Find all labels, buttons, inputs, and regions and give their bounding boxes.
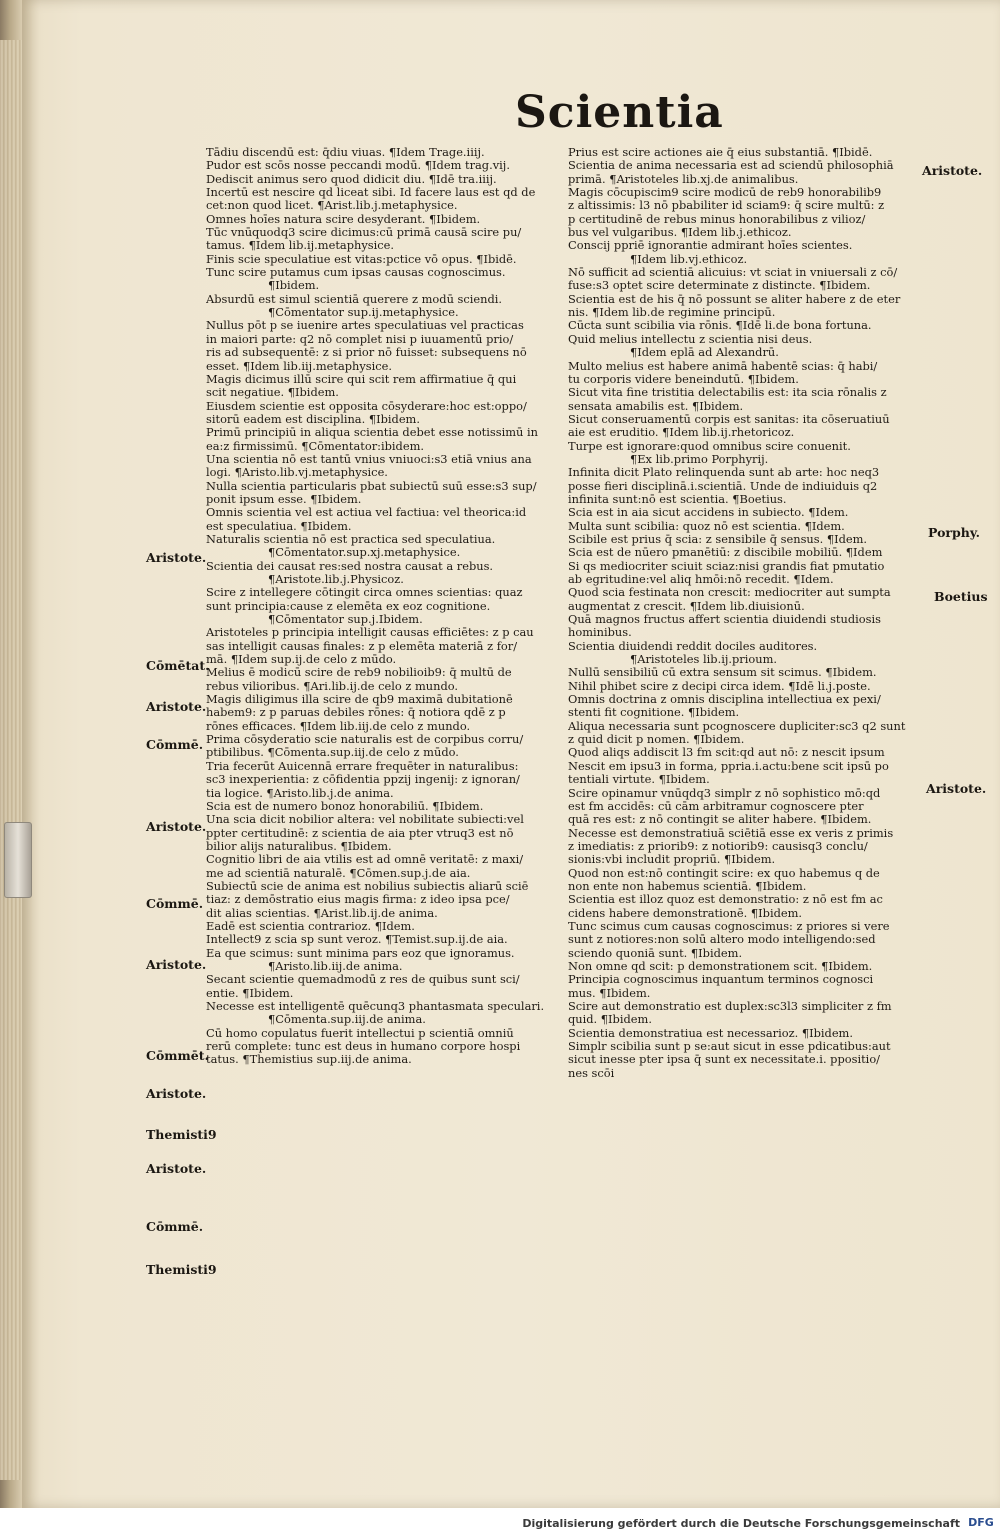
text-line: Quod non est:nō contingit scire: ex quo habemus q de	[568, 866, 880, 880]
text-line: Magis cōcupiscim9 scire modicū de reb9 honorabilib9	[568, 186, 882, 200]
text-line: augmentat z crescit. ¶Idem lib.diuisionū.	[568, 599, 805, 613]
text-line: Scientia dei causat res:sed nostra causat a rebus.	[206, 559, 494, 573]
margin-note: Aristote.	[146, 550, 207, 565]
text-line: Necesse est demonstratiuā sciētiā esse ex veris z primis	[568, 826, 894, 840]
text-line: ¶Idem lib.vj.ethicoz.	[630, 252, 748, 266]
text-line: Tādiu discendū est: q̄diu viuas. ¶Idem Trage.iiij.	[206, 146, 485, 159]
text-line: hominibus.	[568, 626, 632, 640]
text-line: Cū homo copulatus fuerit intellectui p scientiā omniū	[206, 1026, 514, 1040]
text-line: esset. ¶Idem lib.iij.metaphysice.	[206, 359, 393, 373]
text-line: entie. ¶Ibidem.	[206, 986, 294, 1000]
text-line: Cognitio libri de aia vtilis est ad omnē veritatē: z maxi/	[206, 853, 524, 867]
text-line: Una scientia nō est tantū vnius vniuoci:s3 etiā vnius ana	[206, 452, 532, 466]
text-line: rerū complete: tunc est deus in humano corpore hospi	[206, 1040, 521, 1054]
text-line: Turpe est ignorare:quod omnibus scire conuenit.	[568, 439, 851, 453]
text-line: Non omne qd scit: p demonstrationem scit. ¶Ibidem.	[568, 959, 873, 973]
text-line: Una scia dicit nobilior altera: vel nobilitate subiecti:vel	[206, 813, 524, 827]
text-line: Quid melius intellectu z scientia nisi deus.	[568, 332, 813, 346]
margin-note: Cōmmē.	[146, 737, 204, 752]
text-line: sas intelligit causas finales: z p elemēta materiā z for/	[206, 639, 518, 653]
text-line: Eiusdem scientie est opposita cōsyderare:hoc est:oppo/	[206, 399, 527, 413]
text-line: ea:z firmissimū. ¶Cōmentator:ibidem.	[206, 439, 425, 453]
text-line: Sicut conseruamentū corpis est sanitas: ita cōseruatiuū	[568, 412, 890, 426]
text-line: Incertū est nescire qd liceat sibi. Id facere laus est qd de	[206, 186, 536, 200]
text-line: ppter certitudinē: z scientia de aia pter vtruq3 est nō	[206, 826, 514, 840]
text-line: z quid dicit p nomen. ¶Ibidem.	[568, 733, 745, 747]
text-line: Scientia est de his q̄ nō possunt se aliter habere z de eter	[568, 292, 901, 306]
text-line: rebus vilioribus. ¶Ari.lib.ij.de celo z mundo.	[206, 679, 459, 693]
margin-note: Aristote.	[146, 699, 207, 714]
text-line: logi. ¶Aristo.lib.vj.metaphysice.	[206, 466, 388, 480]
text-line: stenti fit cognitione. ¶Ibidem.	[568, 706, 740, 720]
margin-note: Aristote.	[146, 1161, 207, 1176]
text-line: Scire aut demonstratio est duplex:sc3l3 simpliciter z fm	[568, 1000, 892, 1013]
margin-note: Aristote.	[922, 163, 983, 178]
text-line: Scia est in aia sicut accidens in subiecto. ¶Idem.	[568, 506, 849, 520]
text-line: Scibile est prius q̄ scia: z sensibile q̄ sensus. ¶Idem.	[568, 532, 868, 546]
text-line: Omnis scientia vel est actiua vel factiua: vel theorica:id	[206, 506, 527, 520]
text-line: Principia cognoscimus inquantum terminos cognosci	[568, 973, 874, 987]
text-line: ponit ipsum esse. ¶Ibidem.	[206, 492, 362, 506]
text-line: Quod scia festinata non crescit: mediocriter aut sumpta	[568, 586, 891, 600]
text-line: tatus. ¶Themistius sup.iij.de anima.	[206, 1053, 412, 1067]
text-line: nes scōi	[568, 1066, 615, 1080]
text-line: Nullus pōt p se iuenire artes speculatiuas vel practicas	[206, 319, 524, 333]
text-line: Magis diligimus illa scire de qb9 maximā dubitationē	[206, 693, 513, 707]
text-line: sunt principia:cause z elemēta ex eoz cognitione.	[206, 599, 491, 613]
text-line: ¶Cōmentator.sup.xj.metaphysice.	[268, 546, 461, 560]
text-line: Quā magnos fructus affert scientia diuidendi studiosis	[568, 613, 881, 627]
text-line: quid. ¶Ibidem.	[568, 1013, 652, 1027]
text-line: tiaz: z demōstratio eius magis firma: z ideo ipsa pce/	[206, 893, 510, 907]
text-line: Dediscit animus sero quod didicit diu. ¶Idē tra.iiij.	[206, 172, 497, 186]
text-line: ¶Cōmentator sup.ij.metaphysice.	[268, 306, 459, 320]
text-line: Prius est scire actiones aie q̄ eius substantiā. ¶Ibidē.	[568, 146, 873, 159]
text-line: Tunc scimus cum causas cognoscimus: z priores si vere	[568, 919, 890, 933]
text-line: p certitudinē de rebus minus honorabilibus z vilioz/	[568, 212, 866, 226]
margin-note: Themisti9	[146, 1262, 217, 1277]
text-line: Nulla scientia particularis pbat subiectū suū esse:s3 sup/	[206, 479, 537, 493]
margin-note: Aristote.	[146, 957, 207, 972]
margin-note: Cōmmē.	[146, 896, 204, 911]
dfg-logo: DFG	[968, 1516, 994, 1529]
text-line: sitorū eadem est disciplina. ¶Ibidem.	[206, 412, 420, 426]
text-line: tamus. ¶Idem lib.ij.metaphysice.	[206, 239, 394, 253]
text-line: primā. ¶Aristoteles lib.xj.de animalibus.	[568, 172, 799, 186]
text-line: Nescit em ipsu3 in forma, ppria.i.actu:bene scit ipsū po	[568, 759, 889, 773]
text-line: Omnes hoīes natura scire desyderant. ¶Ibidem.	[206, 212, 481, 226]
text-line: ¶Cōmenta.sup.iij.de anima.	[268, 1013, 426, 1027]
text-line: dit alias scientias. ¶Arist.lib.ij.de anima.	[206, 906, 438, 920]
text-line: ¶Idem eplā ad Alexandrū.	[630, 346, 779, 360]
text-line: Secant scientie quemadmodū z res de quibus sunt sci/	[206, 973, 520, 987]
text-line: ¶Ibidem.	[268, 279, 320, 293]
left-text-column	[206, 146, 558, 1067]
text-line: mā. ¶Idem sup.ij.de celo z mūdo.	[206, 653, 397, 667]
text-line: Prima cōsyderatio scie naturalis est de corpibus corru/	[206, 733, 524, 747]
text-line: fuse:s3 optet scire determinate z distincte. ¶Ibidem.	[568, 279, 871, 293]
text-line: Sicut vita fine tristitia delectabilis est: ita scia rōnalis z	[568, 386, 887, 400]
text-line: posse fieri disciplinā.i.scientiā. Unde de indiuiduis q2	[568, 479, 878, 493]
text-line: Eadē est scientia contrarioz. ¶Idem.	[206, 919, 415, 933]
text-line: Finis scie speculatiue est vitas:pctice vō opus. ¶Ibidē.	[206, 252, 517, 266]
text-line: Multa sunt scibilia: quoz nō est scientia. ¶Idem.	[568, 519, 845, 533]
text-line: tia logice. ¶Aristo.lib.j.de anima.	[206, 786, 394, 800]
margin-note: Boetius	[934, 589, 988, 604]
text-line: Naturalis scientia nō est practica sed speculatiua.	[206, 532, 496, 546]
margin-note: Porphy.	[928, 525, 980, 540]
text-line: Si qs mediocriter sciuit sciaz:nisi grandis fiat pmutatio	[568, 559, 885, 573]
book-clip	[4, 822, 32, 898]
text-line: ris ad subsequentē: z si prior nō fuisset: subsequens nō	[206, 346, 527, 360]
text-line: Cūcta sunt scibilia via rōnis. ¶Idē li.de bona fortuna.	[568, 319, 872, 333]
text-line: infinita sunt:nō est scientia. ¶Boetius.	[568, 492, 787, 506]
text-line: nis. ¶Idem lib.de regimine principū.	[568, 306, 776, 320]
book-page-edges	[0, 40, 24, 1480]
text-line: cet:non quod licet. ¶Arist.lib.j.metaphysice.	[206, 199, 458, 213]
margin-note: Cōmmē.	[146, 1219, 204, 1234]
text-line: tentiali virtute. ¶Ibidem.	[568, 773, 710, 787]
text-line: tu corporis videre beneindutū. ¶Ibidem.	[568, 372, 799, 386]
text-line: Nihil phibet scire z decipi circa idem. ¶Idē li.j.poste.	[568, 679, 871, 693]
text-line: z altissimis: l3 nō pbabiliter id sciam9: q̄ scire multū: z	[568, 199, 885, 213]
right-text-column	[568, 146, 930, 1080]
text-line: sc3 inexperientia: z cōfidentia ppzij ingenij: z ignoran/	[206, 773, 520, 787]
text-line: sciendo quoniā sunt. ¶Ibidem.	[568, 946, 743, 960]
text-line: Tunc scire putamus cum ipsas causas cognoscimus.	[206, 266, 506, 280]
text-line: Conscij ppriē ignorantie admirant hoīes scientes.	[568, 239, 853, 253]
text-line: Multo melius est habere animā habentē scias: q̄ habi/	[568, 359, 878, 373]
text-line: Scia est de nūero pmanētiū: z discibile mobiliū. ¶Idem	[568, 546, 883, 560]
text-line: Quod aliqs addiscit l3 fm scit:qd aut nō: z nescit ipsum	[568, 746, 885, 760]
text-line: ab egritudine:vel aliq hmōi:nō recedit. ¶Idem.	[568, 573, 834, 586]
text-line: non ente non habemus scientiā. ¶Ibidem.	[568, 879, 807, 893]
margin-note: Aristote.	[926, 781, 987, 796]
text-line: bus vel vulgaribus. ¶Idem lib.j.ethicoz.	[568, 226, 792, 240]
text-line: Scire z intellegere cōtingit circa omnes scientias: quaz	[206, 586, 523, 600]
page-heading: Scientia	[515, 87, 724, 138]
text-line: Melius ē modicū scire de reb9 nobilioib9: q̄ multū de	[206, 666, 512, 680]
text-line: Omnis doctrina z omnis disciplina intellectiua ex pexi/	[568, 693, 881, 707]
text-line: Nullū sensibiliū cū extra sensum sit scimus. ¶Ibidem.	[568, 666, 877, 680]
text-line: me ad scientiā naturalē. ¶Cōmen.sup.j.de aia.	[206, 866, 471, 880]
margin-note: Cōmētat.	[146, 658, 210, 673]
text-line: z imediatis: z priorib9: z notiorib9: causisq3 conclu/	[568, 839, 868, 853]
text-line: ¶Cōmentator sup.j.Ibidem.	[268, 613, 423, 627]
text-line: sunt z notiores:non solū altero modo intelligendo:sed	[568, 933, 876, 947]
text-line: Magis dicimus illū scire qui scit rem affirmatiue q̄ qui	[206, 372, 517, 386]
text-line: Intellect9 z scia sp sunt veroz. ¶Temist.sup.ij.de aia.	[206, 933, 508, 947]
text-line: Scientia diuidendi reddit dociles auditores.	[568, 639, 818, 653]
text-line: in maiori parte: q2 nō complet nisi p iuuamentū prio/	[206, 332, 514, 346]
text-line: cidens habere demonstrationē. ¶Ibidem.	[568, 906, 803, 920]
text-line: Pudor est scōs nosse peccandi modū. ¶Idem trag.vij.	[206, 159, 510, 173]
text-line: ¶Aristoteles lib.ij.prioum.	[630, 653, 777, 667]
text-line: Infinita dicit Plato relinquenda sunt ab arte: hoc neq3	[568, 466, 880, 480]
text-line: ¶Aristo.lib.iij.de anima.	[268, 959, 403, 973]
text-line: rōnes efficaces. ¶Idem lib.iij.de celo z mundo.	[206, 719, 471, 733]
margin-note: Aristote.	[146, 1086, 207, 1101]
text-line: Scientia de anima necessaria est ad sciendū philosophiā	[568, 159, 894, 173]
text-line: Tria fecerūt Auicennā errare frequēter in naturalibus:	[206, 759, 519, 773]
text-line: sionis:vbi includit propriū. ¶Ibidem.	[568, 853, 776, 867]
text-line: ¶Ex lib.primo Porphyrij.	[630, 452, 769, 466]
text-line: ¶Aristote.lib.j.Physicoz.	[268, 573, 404, 586]
text-line: Subiectū scie de anima est nobilius subiectis aliarū sciē	[206, 879, 529, 893]
text-line: mus. ¶Ibidem.	[568, 986, 651, 1000]
text-line: Necesse est intelligentē quēcunq3 phantasmata speculari.	[206, 1000, 545, 1013]
text-line: sensata amabilis est. ¶Ibidem.	[568, 399, 744, 413]
funding-credit: Digitalisierung gefördert durch die Deutsche Forschungsgemeinschaft	[522, 1517, 960, 1530]
text-line: Scientia est illoz quoz est demonstratio: z nō est fm ac	[568, 893, 883, 907]
text-line: aie est eruditio. ¶Idem lib.ij.rhetoricoz.	[568, 426, 795, 440]
text-line: Primū principiū in aliqua scientia debet esse notissimū in	[206, 426, 538, 440]
text-line: Nō sufficit ad scientiā alicuius: vt sciat in vniuersali z cō/	[568, 266, 898, 280]
margin-note: Cōmmēt.	[146, 1048, 209, 1063]
text-line: est fm accidēs: cū cām arbitramur cognoscere pter	[568, 799, 864, 813]
text-line: Scire opinamur vnūqdq3 simplr z nō sophistico mō:qd	[568, 786, 881, 800]
text-line: Scientia demonstratiua est necessarioz. ¶Ibidem.	[568, 1026, 853, 1040]
text-line: est speculatiua. ¶Ibidem.	[206, 519, 352, 533]
text-line: bilior alijs naturalibus. ¶Ibidem.	[206, 839, 392, 853]
text-line: sicut inesse pter ipsa q̄ sunt ex necessitate.i. ppositio/	[568, 1053, 881, 1067]
text-line: Ea que scimus: sunt minima pars eoz que ignoramus.	[206, 946, 515, 960]
text-line: quā res est: z nō contingit se aliter habere. ¶Ibidem.	[568, 813, 872, 827]
text-line: Scia est de numero bonoz honorabiliū. ¶Ibidem.	[206, 799, 484, 813]
text-line: habem9: z p paruas debiles rōnes: q̄ notiora qdē z p	[206, 706, 506, 720]
text-line: Tūc vnūquodq3 scire dicimus:cū primā causā scire pu/	[206, 226, 522, 240]
margin-note: Aristote.	[146, 819, 207, 834]
text-line: ptibilibus. ¶Cōmenta.sup.iij.de celo z mūdo.	[206, 746, 459, 760]
text-line: Aliqua necessaria sunt pcognoscere dupliciter:sc3 q2 sunt	[568, 719, 906, 733]
text-line: Aristoteles p principia intelligit causas efficiētes: z p cau	[206, 626, 534, 640]
text-line: Simplr scibilia sunt p se:aut sicut in esse pdicatibus:aut	[568, 1040, 891, 1054]
text-line: scit negatiue. ¶Ibidem.	[206, 386, 339, 400]
margin-note: Themisti9	[146, 1127, 217, 1142]
text-line: Absurdū est simul scientiā querere z modū sciendi.	[206, 292, 503, 306]
